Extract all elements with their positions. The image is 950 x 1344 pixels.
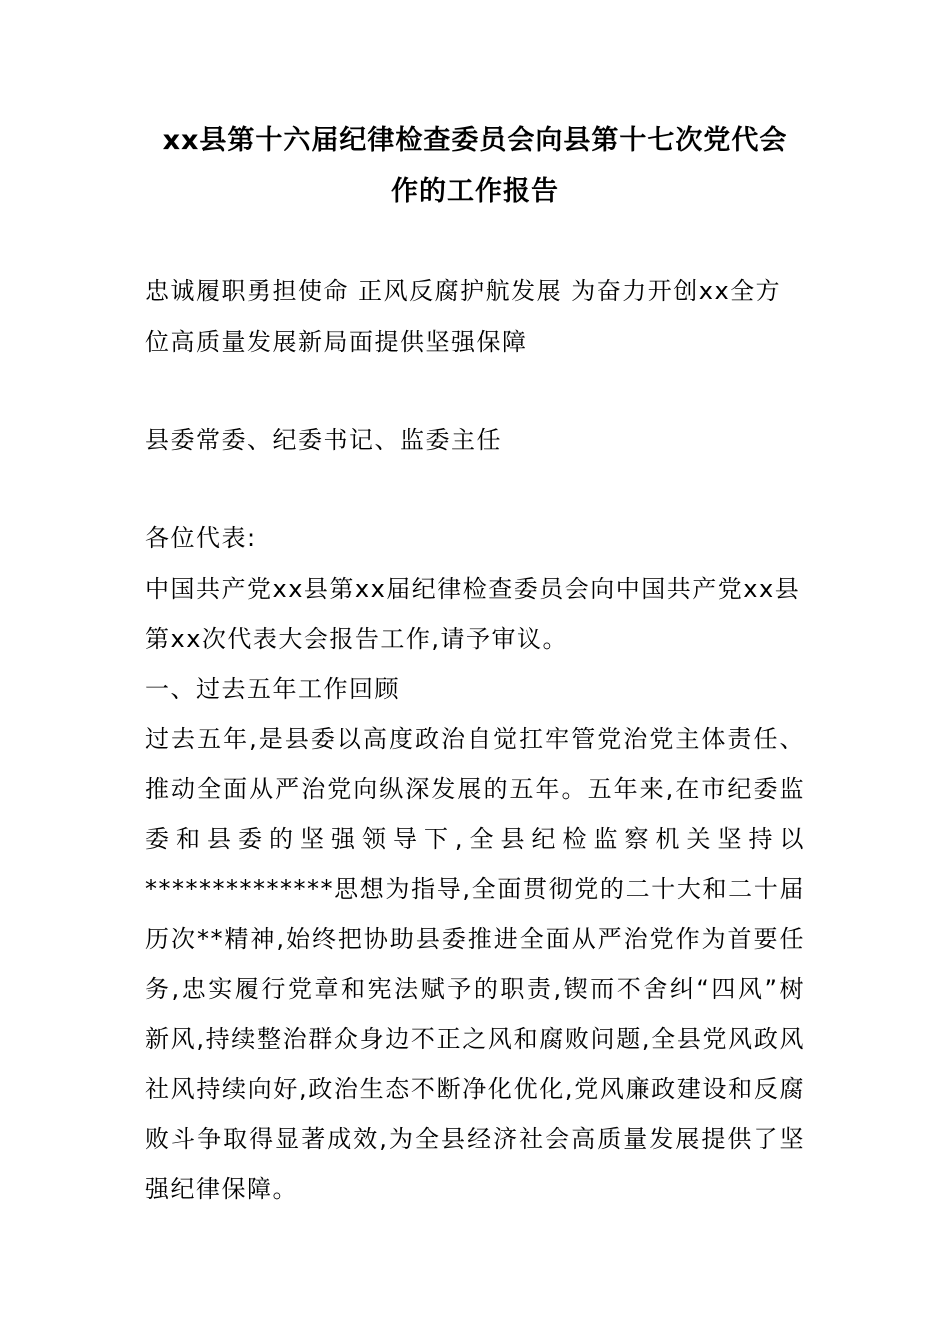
subtitle-line-2: 位高质量发展新局面提供坚强保障 bbox=[145, 328, 528, 356]
document-title-line-2: 作的工作报告 bbox=[391, 176, 559, 207]
intro-line-1: 中国共产党xx县第xx届纪律检查委员会向中国共产党xx县 bbox=[145, 575, 801, 603]
body-line-2: 推动全面从严治党向纵深发展的五年。五年来,在市纪委监 bbox=[145, 775, 805, 803]
document-title-line-1: xx县第十六届纪律检查委员会向县第十七次党代会 bbox=[162, 125, 788, 156]
body-line-3: 委和县委的坚强领导下,全县纪检监察机关坚持以 bbox=[145, 825, 805, 853]
body-line-1: 过去五年,是县委以高度政治自觉扛牢管党治党主体责任、 bbox=[145, 725, 805, 753]
body-line-10: 强纪律保障。 bbox=[145, 1175, 298, 1203]
intro-line-2: 第xx次代表大会报告工作,请予审议。 bbox=[145, 625, 569, 653]
speaker-title: 县委常委、纪委书记、监委主任 bbox=[145, 426, 502, 454]
body-line-5: 历次**精神,始终把协助县委推进全面从严治党作为首要任 bbox=[145, 925, 805, 953]
body-line-8: 社风持续向好,政治生态不断净化优化,党风廉政建设和反腐 bbox=[145, 1075, 805, 1103]
salutation: 各位代表: bbox=[145, 524, 257, 552]
body-line-6: 务,忠实履行党章和宪法赋予的职责,锲而不舍纠“四风”树 bbox=[145, 975, 805, 1003]
body-line-4: **************思想为指导,全面贯彻党的二十大和二十届 bbox=[145, 875, 805, 903]
body-line-7: 新风,持续整治群众身边不正之风和腐败问题,全县党风政风 bbox=[145, 1025, 805, 1053]
body-line-9: 败斗争取得显著成效,为全县经济社会高质量发展提供了坚 bbox=[145, 1125, 805, 1153]
subtitle-line-1: 忠诚履职勇担使命 正风反腐护航发展 为奋力开创xx全方 bbox=[145, 277, 782, 305]
section-heading: 一、过去五年工作回顾 bbox=[145, 675, 400, 703]
